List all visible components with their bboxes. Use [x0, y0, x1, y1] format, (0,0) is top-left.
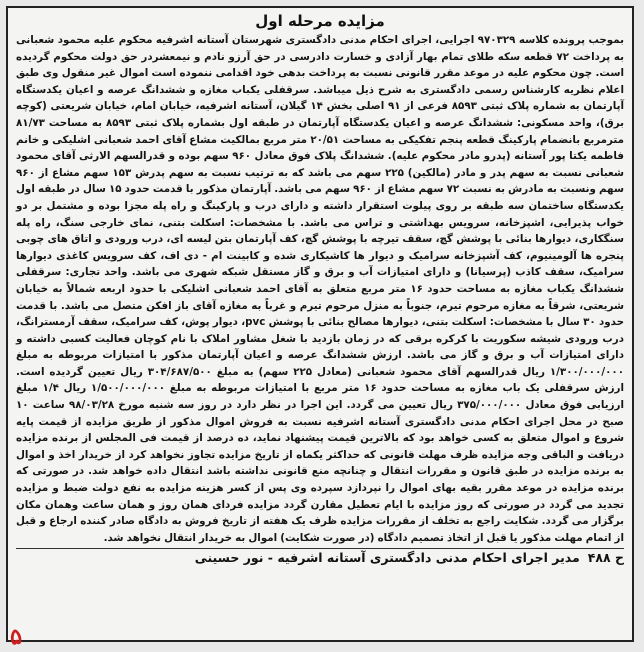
notice-body: بموجب پرونده کلاسه ۹۷۰۳۲۹ اجرایی، اجرای احکام مدنی دادگستری شهرستان آستانه اشرفیه محکوم علیه محمود شعبانی به پرداخت ۷۲ قطعه سکه طلای تمام بهار آزادی و خسارت دادرسی در حق آرزو نادم و نیمعشردر حق دولت محکوم گردیده است. چون محکوم علیه در موعد مقرر قانونی نسبت به پرداخت بدهی خود اقدامی ننموده است اموال غیر منقول وی طبق اعلام نظریه کارشناس رسمی دادگستری به شرح ذیل میباشد. سرقفلی یکباب مغازه و ششدانگ عرصه و اعیان یکدستگاه آپارتمان به شماره پلاک ثبتی ۸۵۹۳ فرعی از ۹۱ اصلی بخش ۱۴ گیلان، آستانه اشرفیه، خیابان امام، خیابان شریعتی (کوچه برق)، واحد مسکونی: ششدانگ عرصه و اعیان یکدستگاه آپارتمان در طبقه اول بشماره پلاک ثبتی ۸۵۹۳ به مساحت ۸۱/۷۳ مترمربع بانضمام پارکینگ قطعه پنجم تفکیکی به مساحت ۲۰/۵۱ متر مربع بمالکیت مشاع آقای احمد شعبانی اشلیکی و خانم فاطمه یکتا پور آستانه (پدرو مادر محکوم علیه). ششدانگ پلاک فوق معادل ۹۶۰ سهم بوده و قدرالسهم الارثی آقای محمود شعبانی نسبت به سهم پدر و مادر (مالکین) ۲۲۵ سهم می باشد که به ترتیب نسبت به سهم پدرش ۱۵۳ سهم مشاع از ۹۶۰ سهم ونسبت به مادرش به نسبت ۷۲ سهم مشاع از ۹۶۰ سهم می باشد. آپارتمان مذکور با قدمت حدود ۱۵ سال در طبقه اول یکدستگاه ساختمان سه طبقه بر روی پیلوت استقرار داشته و دارای درب و پارکینگ و راه پله مجزا بوده و مشتمل بر دو خواب پذیرایی، اشپزخانه، سرویس بهداشتی و تراس می باشد. با مشخصات: اسکلت بتنی، نمای خارجی سنگ، راه پله سنگکاری، دیوارها بنائی با پوشش گچ، سقف تیرچه با پوشش گچ، کف آپارتمان بتن لیسه ای، درب ورودی و اتاق های چوبی پنجره ها آلومینیوم، کف آشپزخانه سرامیک و دیوار ها کاشیکاری شده و کابینت ام - دی اف، کف سرویس کاغذی دیوارها سرامیک، سقف کاذب (پرسیانا) و دارای امتیازات آب و برق و گاز مستقل شبکه شهری می باشد. واحد تجاری: سرقفلی ششدانگ یکباب مغازه به مساحت حدود ۱۶ متر مربع متعلق به آقای احمد شعبانی اشلیکی با حدود اربعه شمالاً به خیابان شریعتی، شرقاً به مغازه مرحوم تیرم، جنوباً به منزل مرحوم تیرم و غرباً به مغازه آقای باز افکن متصل می باشد. با قدمت حدود ۳۰ سال با مشخصات: اسکلت بتنی، دیوارها مصالح بنائی با پوشش pvc، دیوار پوش، کف سرامیک، سقف آرمسترانگ، درب ورودی شیشه سکوریت با کرکره برقی که در زمان بازدید با شغل مشاور املاک با نام کوچان فعالیت کسبی داشته و دارای امتیازات آب و برق و گاز می باشد. ارزش ششدانگ عرصه و اعیان آپارتمان مذکور با امتیازات مربوطه به مبلغ ۱/۳۰۰/۰۰۰/۰۰۰ ریال قدرالسهم آقای محمود شعبانی (معادل ۲۲۵ سهم) به مبلغ ۳۰۴/۶۸۷/۵۰۰ ریال تعیین گردیده است. ارزش سرقفلی یک باب مغازه به مساحت حدود ۱۶ متر مربع با امتیازات مربوطه به مبلغ ۱/۵۰۰/۰۰۰/۰۰۰ ریال ۱/۴ مبلغ ارزیابی فوق معادل ۳۷۵/۰۰۰/۰۰۰ ریال تعیین می گردد. این اجرا در نظر دارد در روز سه شنبه مورخ ۹۸/۰۳/۲۸ ساعت ۱۰ صبح در محل اجرای احکام مدنی دادگستری آستانه اشرفیه نسبت به فروش اموال مذکور از طریق مزایده از قیمت پایه شروع و اموال متعلق به کسی خواهد بود که بالاترین قیمت پیشنهاد نماید، ده درصد از قیمت فی المجلس از برنده مزایده دریافت و الباقی وجه مزایده ظرف مهلت قانونی که حداکثر یکماه از تاریخ مزایده تجاوز نخواهد کرد از خریدار اخذ و اموال به برنده مزایده در طبق قانون و مقررات انتقال و چنانچه منع قانونی نداشته باشد انتقال داده خواهد شد. در صورتی که برنده مزایده در موعد مقرر بقیه بهای اموال را نپردازد سپرده وی پس از کسر هزینه مزایده به نفع دولت ضبط و مزایده تجدید می گردد در صورتی که روز مزایده با ایام تعطیل مقارن گردد مزایده فردای همان روز و همان ساعت وهمان مکان برگزار می گردد. شکایت راجع به تخلف از مقررات مزایده ظرف یک هفته از تاریخ فروش به دادگاه صادر کننده ارجاع و قبل از اتمام مهلت مذکور یا قبل از اتخاذ تصمیم دادگاه (در صورت شکایت) اموال به خریدار انتقال نخواهد شد.	[16, 34, 625, 544]
notice-footer	[16, 549, 624, 567]
handwritten-mark: ۵	[8, 623, 24, 651]
notice-code: ح ۴۸۸	[587, 550, 624, 566]
signature-line: مدیر اجرای احکام مدنی دادگستری آستانه اشرفیه - نور حسینی	[194, 550, 580, 566]
notice-title: مزایده مرحله اول	[255, 12, 385, 30]
auction-notice	[6, 6, 634, 642]
